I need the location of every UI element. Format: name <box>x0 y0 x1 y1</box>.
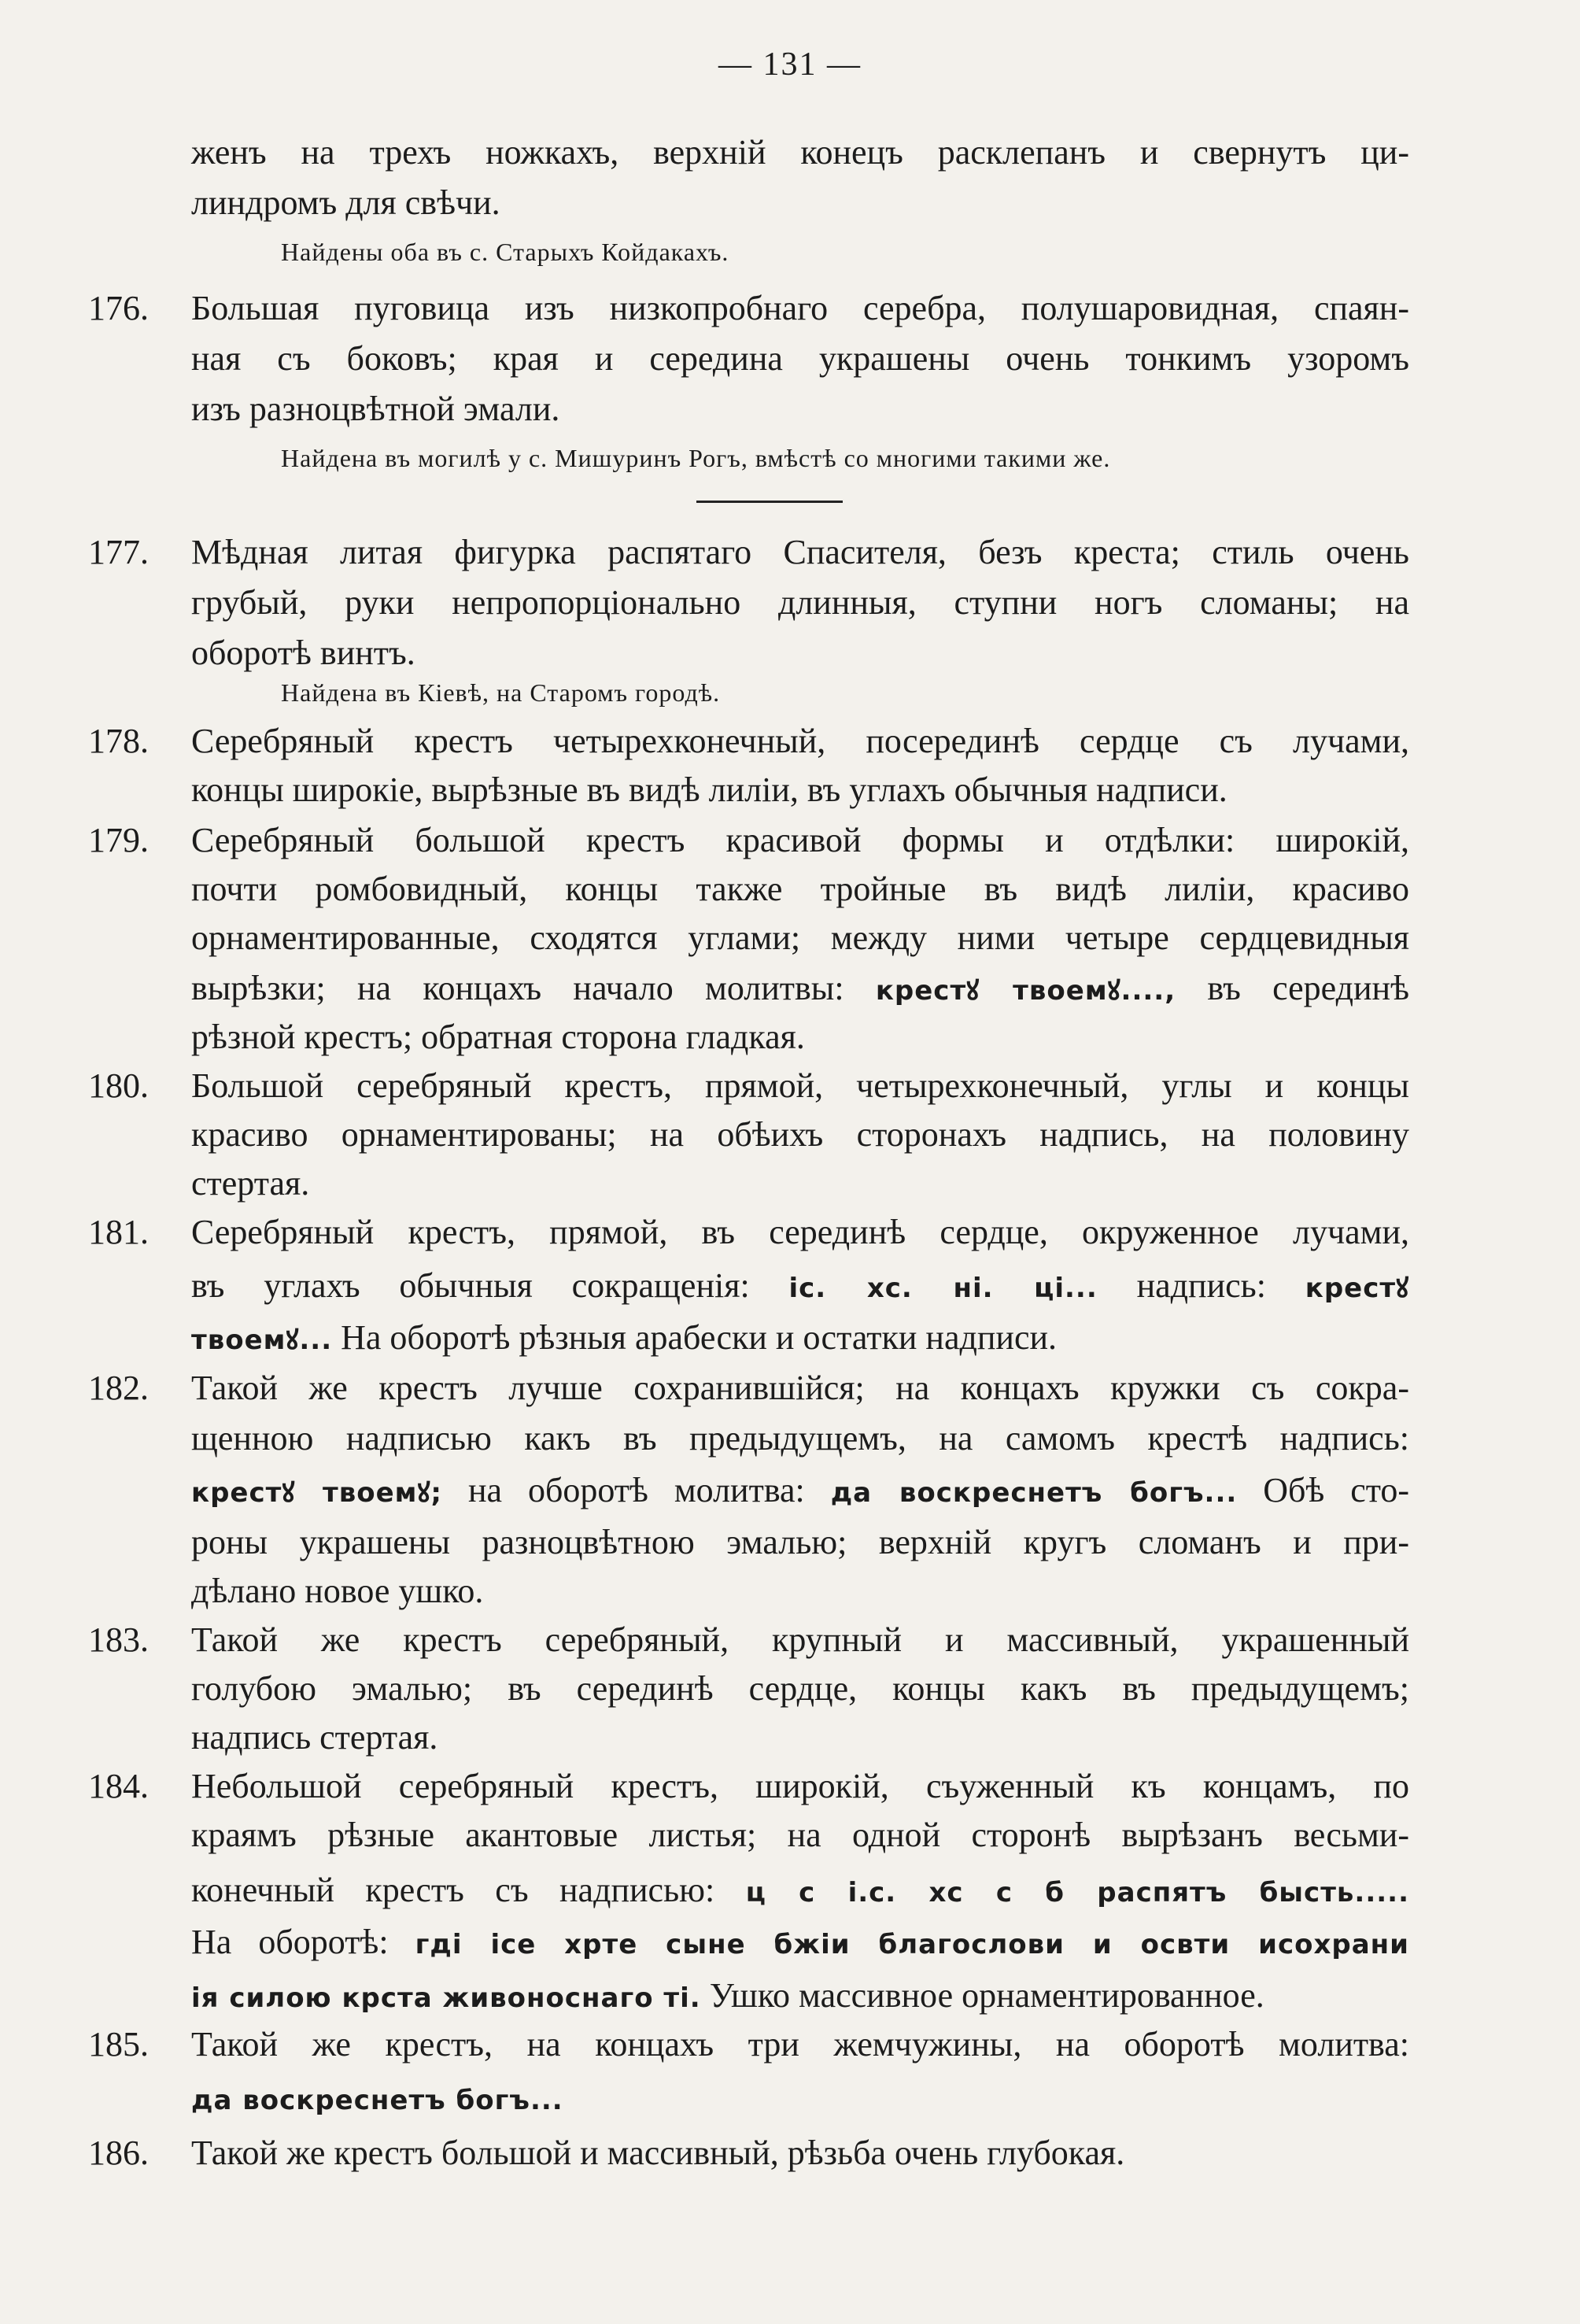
text-line: красиво орнаментированы; на обѣихъ сторонахъ надпись, на половину <box>191 1115 1409 1154</box>
text-line: Мѣдная литая фигурка распятаго Спасителя, безъ креста; стиль очень <box>191 533 1409 571</box>
text-line: Серебряный большой крестъ красивой формы и отдѣлки: широкій, <box>191 821 1409 859</box>
text-line: роны украшены разноцвѣтною эмалью; верхній кругъ сломанъ и при- <box>191 1523 1409 1561</box>
find-note: Найдена въ Кіевѣ, на Старомъ городѣ. <box>281 678 721 707</box>
text-line: женъ на трехъ ножкахъ, верхній конецъ расклепанъ и свернутъ ци- <box>191 133 1409 172</box>
entry-number: 181. <box>88 1213 149 1251</box>
text-run: вырѣзки; на концахъ начало молитвы: <box>191 969 844 1007</box>
entry-number: 182. <box>88 1369 149 1407</box>
text-line <box>191 1865 1409 1918</box>
text-line: рѣзной крестъ; обратная сторона гладкая. <box>191 1018 805 1056</box>
slavonic-inscription: да воскреснетъ богъ... <box>191 2085 563 2116</box>
entry-number: 183. <box>88 1620 149 1659</box>
text-line: надпись стертая. <box>191 1718 438 1757</box>
text-line: дѣлано новое ушко. <box>191 1572 484 1610</box>
text-line: почти ромбовидный, концы также тройные въ видѣ лиліи, красиво <box>191 870 1409 908</box>
text-line: краямъ рѣзные акантовые листья; на одной сторонѣ вырѣзанъ весьми- <box>191 1816 1409 1854</box>
text-line: Большой серебряный крестъ, прямой, четырехконечный, углы и концы <box>191 1066 1409 1105</box>
text-line: Небольшой серебряный крестъ, широкій, съуженный къ концамъ, по <box>191 1767 1409 1805</box>
entry-number: 177. <box>88 533 149 571</box>
text-line: Такой же крестъ серебряный, крупный и массивный, украшенный <box>191 1620 1409 1659</box>
text-run: конечный крестъ съ надписью: <box>191 1871 715 1909</box>
text-line: грубый, руки непропорціонально длинныя, ступни ногъ сломаны; на <box>191 583 1409 622</box>
text-line: орнаментированные, сходятся углами; между ними четыре сердцевидныя <box>191 918 1409 957</box>
slavonic-inscription: ц с і.с. хс с б распятъ бысть..... <box>745 1877 1409 1908</box>
slavonic-inscription: крестꙋ <box>1305 1273 1410 1304</box>
section-divider <box>696 501 843 503</box>
text-run: на оборотѣ молитва: <box>467 1471 805 1509</box>
text-run: въ серединѣ <box>1207 969 1409 1007</box>
text-line: Серебряный крестъ четырехконечный, посерединѣ сердце съ лучами, <box>191 722 1409 760</box>
text-line <box>191 2073 1409 2126</box>
text-line: стертая. <box>191 1164 310 1203</box>
text-line: Большая пуговица изъ низкопробнаго серебра, полушаровидная, спаян- <box>191 289 1409 327</box>
text-line: Такой же крестъ лучше сохранившійся; на концахъ кружки съ сокра- <box>191 1369 1409 1407</box>
slavonic-inscription: твоемꙋ... <box>191 1325 333 1356</box>
text-line: Такой же крестъ большой и массивный, рѣзьба очень глубокая. <box>191 2134 1125 2172</box>
text-line: щенною надписью какъ въ предыдущемъ, на самомъ крестѣ надпись: <box>191 1419 1409 1458</box>
text-line <box>191 1261 1409 1313</box>
entry-number: 184. <box>88 1767 149 1805</box>
text-line: Такой же крестъ, на концахъ три жемчужины, на оборотѣ молитва: <box>191 2025 1409 2064</box>
text-line <box>191 963 1409 1016</box>
text-line: оборотѣ винтъ. <box>191 634 415 672</box>
text-line: концы широкіе, вырѣзные въ видѣ лиліи, въ углахъ обычныя надписи. <box>191 770 1227 809</box>
text-line <box>191 1971 1409 2023</box>
entry-number: 186. <box>88 2134 149 2172</box>
text-line: изъ разноцвѣтной эмали. <box>191 390 560 428</box>
slavonic-inscription: гдi iсе хрте сыне бжiи благослови и освти исохрани <box>415 1929 1409 1960</box>
slavonic-inscription: крестꙋ твоемꙋ...., <box>875 975 1176 1007</box>
text-run: Ушко массивное орнаментированное. <box>709 1976 1264 2015</box>
slavonic-inscription: крестꙋ твоемꙋ; <box>191 1477 443 1509</box>
text-run: въ углахъ обычныя сокращенія: <box>191 1266 750 1305</box>
page-number: — 131 — <box>718 46 862 83</box>
text-line: голубою эмалью; въ серединѣ сердце, концы какъ въ предыдущемъ; <box>191 1669 1409 1708</box>
text-line: ная съ боковъ; края и середина украшены очень тонкимъ узоромъ <box>191 339 1409 378</box>
slavonic-inscription: да воскреснетъ богъ... <box>830 1477 1238 1509</box>
find-note: Найдены оба въ с. Старыхъ Койдакахъ. <box>281 238 729 266</box>
entry-number: 176. <box>88 289 149 327</box>
slavonic-inscription: iя силою крста живоноснаго тi. <box>191 1982 701 2014</box>
text-line: Серебряный крестъ, прямой, въ серединѣ сердце, окруженное лучами, <box>191 1213 1409 1251</box>
entry-number: 185. <box>88 2025 149 2064</box>
text-line: линдромъ для свѣчи. <box>191 183 500 222</box>
text-line <box>191 1465 1409 1518</box>
text-run: На оборотѣ рѣзныя арабески и остатки надписи. <box>341 1318 1058 1357</box>
slavonic-inscription: іс. хс. нi. цi... <box>788 1273 1098 1304</box>
entry-number: 180. <box>88 1066 149 1105</box>
entry-number: 179. <box>88 821 149 859</box>
text-run: Обѣ сто- <box>1263 1471 1410 1509</box>
text-run: надпись: <box>1136 1266 1266 1305</box>
text-line <box>191 1313 1409 1365</box>
find-note: Найдена въ могилѣ у с. Мишуринъ Рогъ, вмѣстѣ со многими такими же. <box>281 444 1111 472</box>
text-line <box>191 1917 1409 1970</box>
text-run: На оборотѣ: <box>191 1923 389 1961</box>
entry-number: 178. <box>88 722 149 760</box>
